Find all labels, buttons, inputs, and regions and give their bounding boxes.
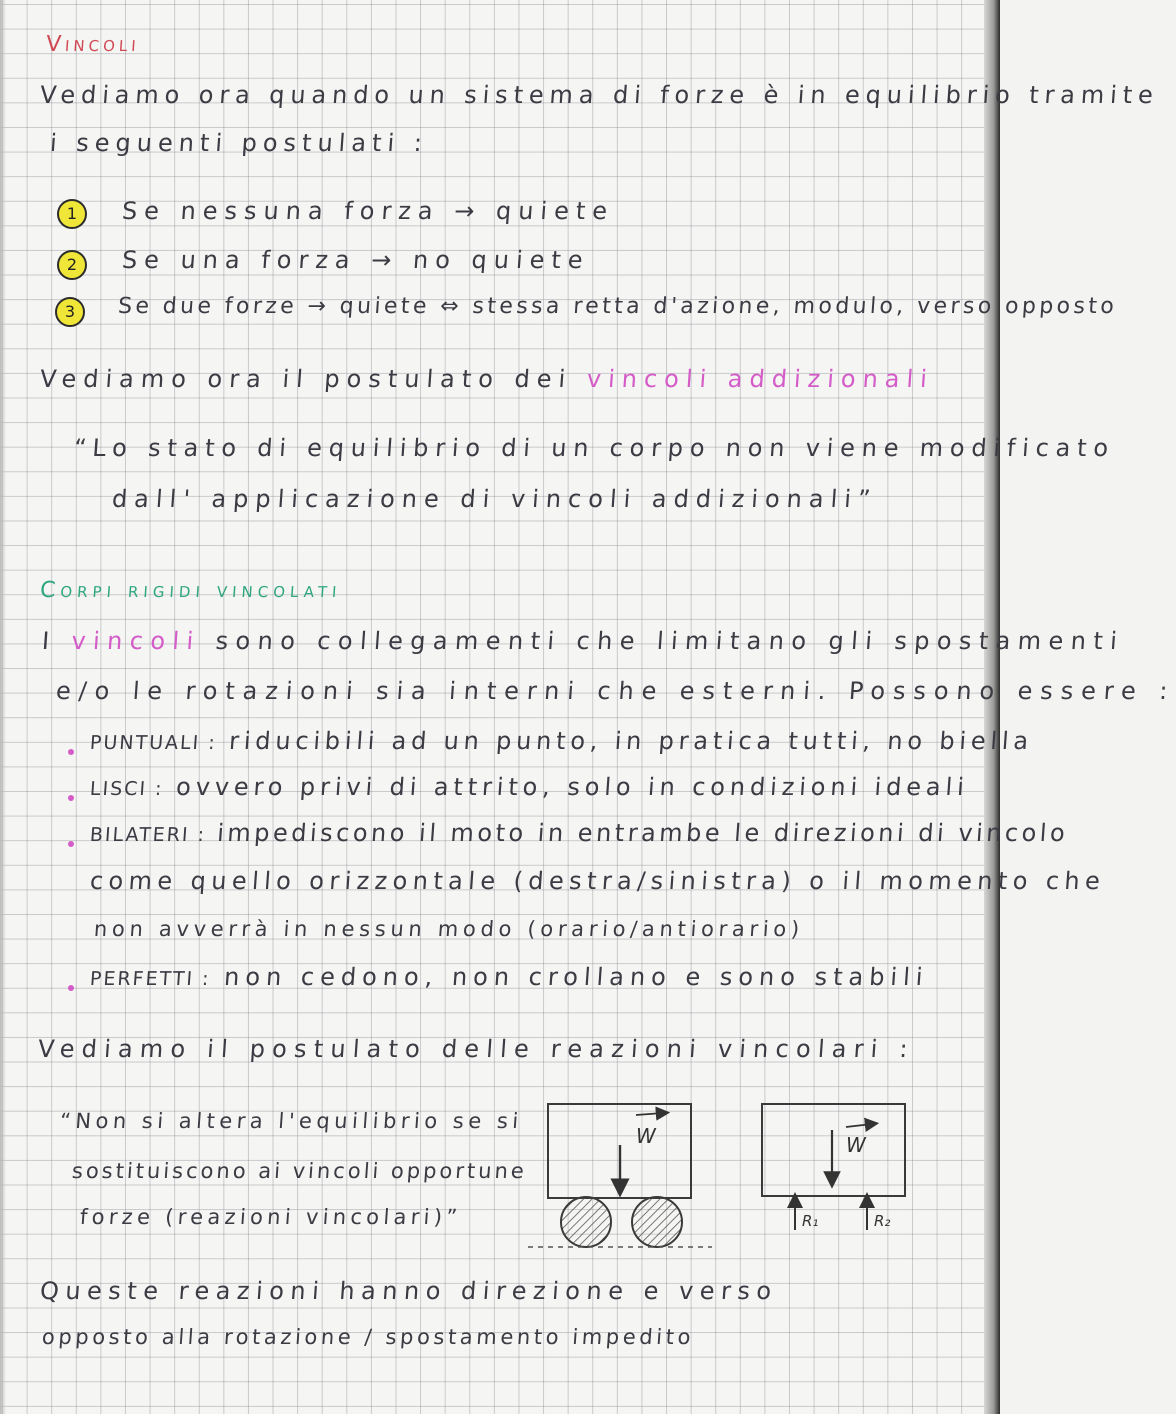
type-puntuali-text: riducibili ad un punto, in pratica tutti, no biella [228, 727, 1034, 755]
quote2-line-3: forze (reazioni vincolari)” [79, 1205, 463, 1229]
type-lisci-text: ovvero privi di attrito, solo in condizioni ideali [175, 773, 970, 801]
weight-vector-sign-2 [846, 1124, 872, 1127]
bilateri-line-3: non avverrà in nessun modo (orario/antiorario) [93, 917, 805, 941]
corpi-line-1-rest: sono collegamenti che limitano gli spostamenti [214, 627, 1126, 655]
heading-corpi-rigidi: Corpi rigidi vincolati [39, 578, 343, 603]
postulate-number-3: 3 [55, 297, 85, 327]
type-perfetti-text: non cedono, non crollano e sono stabili [223, 963, 930, 991]
final-line-2: opposto alla rotazione / spostamento impedito [41, 1325, 695, 1349]
corpi-line-1-term: vincoli [70, 627, 202, 655]
roller-right [632, 1197, 682, 1247]
quote2-line-1: “Non si altera l'equilibrio se si [59, 1109, 524, 1133]
intro-line-1: Vediamo ora quando un sistema di forze è in equilibrio tramite [39, 81, 1160, 109]
postulate-2: Se una forza → no quiete [121, 246, 591, 274]
additional-intro-prefix: Vediamo ora il postulato dei [39, 365, 574, 393]
final-line-1: Queste reazioni hanno direzione e verso [39, 1277, 779, 1305]
bilateri-line-2: come quello orizzontale (destra/sinistra) o il momento che [89, 867, 1107, 895]
type-puntuali-label: PUNTUALI : [89, 732, 218, 754]
rigid-body-box-2 [762, 1104, 905, 1196]
quote1-line-1: “Lo stato di equilibrio di un corpo non viene modificato [73, 434, 1116, 462]
type-perfetti-label: PERFETTI : [89, 968, 212, 990]
heading-vincoli: Vincoli [45, 32, 141, 57]
additional-intro-term: vincoli addizionali [585, 365, 935, 393]
postulate-number-1: 1 [57, 199, 87, 229]
figure-body-on-rollers [528, 1104, 712, 1247]
postulate-1: Se nessuna forza → quiete [121, 197, 616, 225]
type-bilateri-text: impediscono il moto in entrambe le direzioni di vincolo [216, 819, 1070, 847]
quote1-line-2: dall' applicazione di vincoli addizionali” [111, 485, 879, 513]
corpi-line-2: e/o le rotazioni sia interni che esterni. Possono essere : [55, 677, 1176, 705]
postulate-number-2: 2 [57, 250, 87, 280]
reazioni-intro: Vediamo il postulato delle reazioni vincolari : [37, 1035, 916, 1063]
corpi-line-1-prefix: I [41, 627, 58, 655]
figure-body-with-reactions [762, 1104, 905, 1230]
weight-vector-sign [636, 1113, 663, 1115]
weight-label-2: W [846, 1133, 866, 1157]
reaction-label-2: R₂ [874, 1212, 891, 1230]
roller-left [561, 1197, 611, 1247]
intro-line-2: i seguenti postulati : [49, 129, 429, 157]
postulate-3: Se due forze → quiete ⇔ stessa retta d'azione, modulo, verso opposto [117, 294, 1119, 319]
quote2-line-2: sostituiscono ai vincoli opportune [71, 1159, 528, 1183]
type-lisci-label: LISCI : [89, 778, 165, 800]
reaction-label-1: R₁ [802, 1212, 819, 1230]
type-bilateri-label: BILATERI : [89, 824, 207, 846]
weight-label-1: W [636, 1124, 656, 1148]
